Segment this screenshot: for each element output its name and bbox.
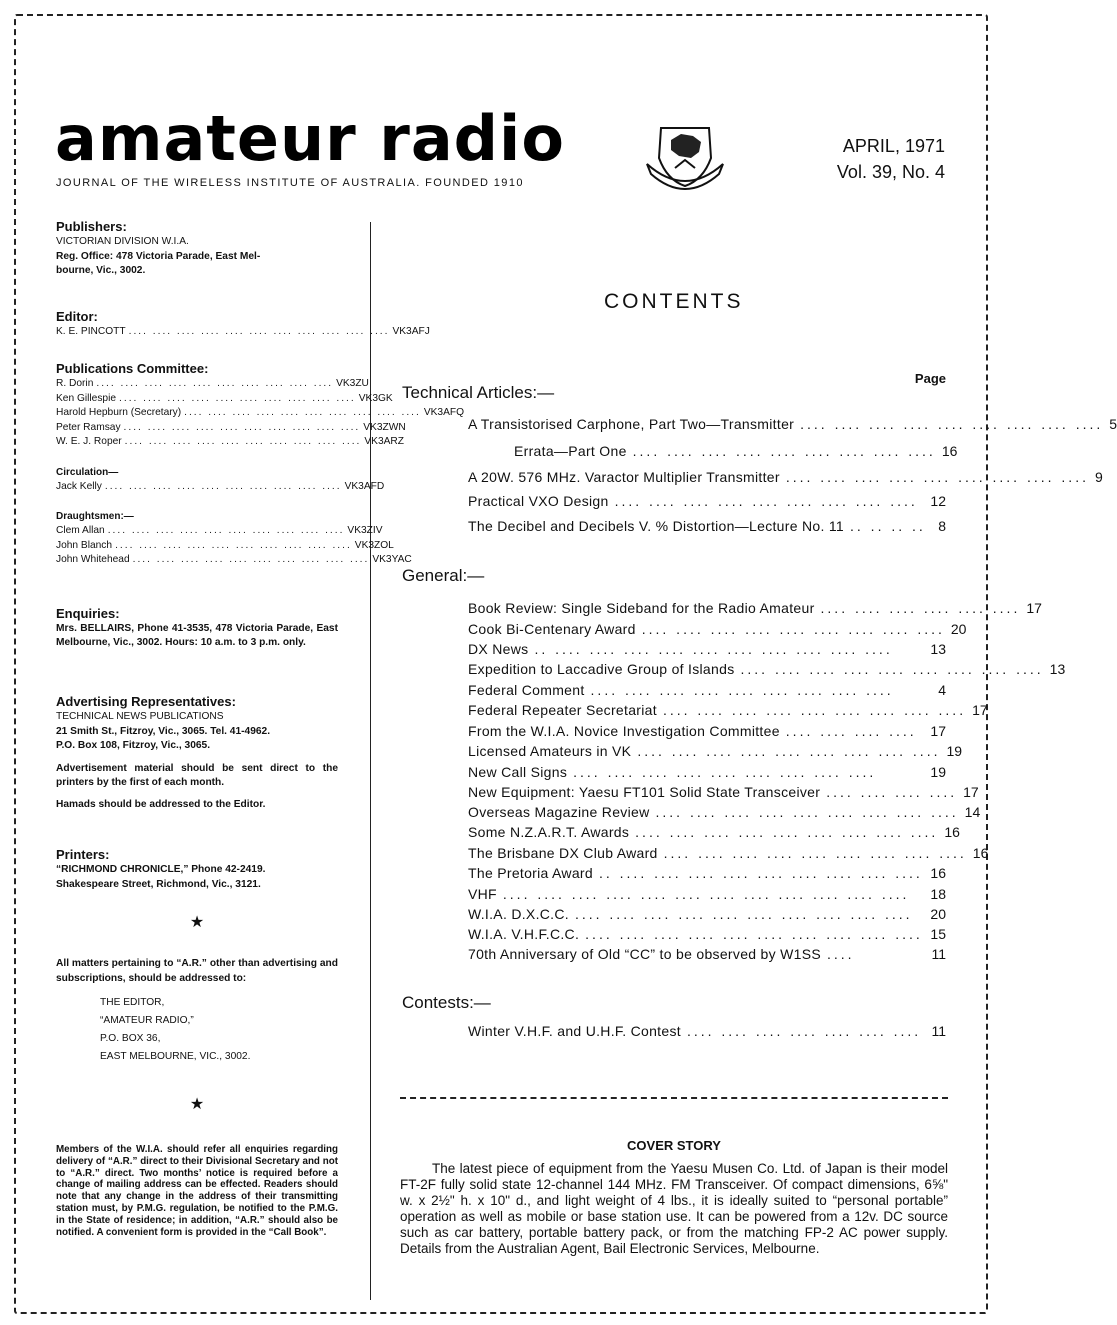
staff-name: Harold Hepburn (Secretary) bbox=[56, 407, 182, 418]
entry-title: New Call Signs bbox=[468, 764, 568, 780]
staff-row: R. Dorin .... .... .... .... .... .... .... .... .... .... VK3ZU bbox=[56, 377, 338, 392]
contents-entry[interactable]: New Equipment: Yaesu FT101 Solid State Transceiver .... .... .... .... 17 bbox=[468, 784, 979, 800]
entry-title: The Decibel and Decibels V. % Distortion—Lecture No. 11 bbox=[468, 518, 845, 534]
entry-title: Cook Bi-Centenary Award bbox=[468, 621, 636, 637]
printers-line: Shakespeare Street, Richmond, Vic., 3121. bbox=[56, 878, 261, 890]
entry-page: 16 bbox=[941, 443, 958, 459]
entry-title: 70th Anniversary of Old “CC” to be observed by W1SS bbox=[468, 946, 822, 962]
cover-story-rule bbox=[400, 1097, 948, 1099]
circulation-block bbox=[56, 466, 385, 495]
entry-page: 9 bbox=[1094, 469, 1103, 485]
entry-page: 12 bbox=[930, 493, 946, 509]
advertising-line: 21 Smith St., Fitzroy, Vic., 3065. Tel. 41-4962. bbox=[56, 725, 271, 737]
enquiries-block bbox=[56, 605, 338, 650]
separator-star: ★ bbox=[189, 914, 205, 931]
contents-entry[interactable]: New Call Signs .... .... .... .... .... .... .... .... .... 19 bbox=[468, 764, 946, 780]
staff-row: Jack Kelly .... .... .... .... .... .... .... .... .... .... VK3AFD bbox=[56, 480, 338, 495]
contents-entry[interactable]: Cook Bi-Centenary Award .... .... .... .... .... .... .... .... .... 20 bbox=[468, 621, 967, 637]
masthead-subtitle: JOURNAL OF THE WIRELESS INSTITUTE OF AUSTRALIA. FOUNDED 1910 bbox=[56, 177, 524, 189]
page-column-header: Page bbox=[914, 371, 946, 386]
staff-row: Clem Allan .... .... .... .... .... .... .... .... .... .... VK3ZIV bbox=[56, 524, 338, 539]
entry-page: 16 bbox=[972, 845, 989, 861]
contents-entry[interactable]: Winter V.H.F. and U.H.F. Contest .... .... .... .... .... .... .... 11 bbox=[468, 1023, 946, 1039]
printers-heading: Printers: bbox=[56, 847, 110, 862]
staff-name: John Whitehead bbox=[56, 554, 130, 565]
contents-entry[interactable]: Federal Repeater Secretariat .... .... .... .... .... .... .... .... .... 17 bbox=[468, 702, 988, 718]
contents-entry[interactable]: Expedition to Laccadive Group of Islands .... .... .... .... .... .... .... .... .... 13 bbox=[468, 661, 1066, 677]
entry-title: The Brisbane DX Club Award bbox=[468, 845, 658, 861]
staff-callsign: VK3AFJ bbox=[392, 326, 430, 337]
cover-story-text: The latest piece of equipment from the Yaesu Musen Co. Ltd. of Japan is their model FT-2F fully solid state 12-channel 144 MHz. FM Transceiver. Of compact dimensions, 6⅝" w. x 2½" h. x 10" d., and light weight of 4 lbs., it is ideally suited to “personal portable” operation as well as mobile or base station use. It can be powered from a 12v. DC source such as car battery, portable battery pack, or from the matching FP-2 AC power supply. Details from the Australian Agent, Bail Electronic Services, Melbourne. bbox=[400, 1161, 948, 1256]
staff-name: Jack Kelly bbox=[56, 481, 102, 492]
contents-entry[interactable]: W.I.A. V.H.F.C.C. .... .... .... .... .... .... .... .... .... .... 15 bbox=[468, 926, 946, 942]
entry-page: 19 bbox=[930, 764, 946, 780]
staff-row: Peter Ramsay .... .... .... .... .... .... .... .... .... .... VK3ZWN bbox=[56, 421, 338, 436]
contents-entry[interactable]: The Brisbane DX Club Award .... .... .... .... .... .... .... .... .... 16 bbox=[468, 845, 989, 861]
entry-page: 16 bbox=[944, 824, 960, 840]
staff-callsign: VK3ZOL bbox=[354, 539, 394, 551]
staff-callsign: VK3YAC bbox=[372, 554, 412, 565]
entry-page: 18 bbox=[930, 886, 946, 902]
contents-entry[interactable]: DX News .. .... .... .... .... .... .... .... .... .... .... 13 bbox=[468, 641, 946, 657]
wia-emblem-icon bbox=[641, 118, 729, 196]
staff-row: Harold Hepburn (Secretary) .... .... .... .... .... .... .... .... .... .... VK3AFQ bbox=[56, 406, 338, 421]
circulation-heading: Circulation— bbox=[56, 467, 119, 478]
editor-heading: Editor: bbox=[56, 309, 98, 324]
entry-title: Practical VXO Design bbox=[468, 493, 609, 509]
contents-title: CONTENTS bbox=[604, 290, 744, 313]
contents-entry[interactable]: Federal Comment .... .... .... .... .... .... .... .... .... 4 bbox=[468, 682, 946, 698]
entry-title: The Pretoria Award bbox=[468, 865, 593, 881]
entry-page: 20 bbox=[950, 621, 967, 637]
entry-title: Overseas Magazine Review bbox=[468, 804, 650, 820]
issue-info bbox=[837, 133, 945, 185]
entry-title: W.I.A. D.X.C.C. bbox=[468, 906, 569, 922]
entry-page: 8 bbox=[938, 518, 946, 534]
editor-address bbox=[56, 994, 338, 1066]
enquiries-heading: Enquiries: bbox=[56, 606, 120, 621]
entry-title: A 20W. 576 MHz. Varactor Multiplier Transmitter bbox=[468, 469, 780, 485]
staff-callsign: VK3ZU bbox=[336, 378, 369, 389]
entry-page: 17 bbox=[1026, 600, 1042, 616]
staff-name: K. E. PINCOTT bbox=[56, 326, 126, 337]
entry-title: Federal Comment bbox=[468, 682, 585, 698]
draughtsmen-heading: Draughtsmen:— bbox=[56, 511, 134, 522]
issue-volume: Vol. 39, No. 4 bbox=[836, 162, 945, 182]
members-note: Members of the W.I.A. should refer all enquiries regarding delivery of “A.R.” direct to their Divisional Secretary and not to “A.R.” direct. Two months’ notice is required before a change of mailing address can be effected. Readers should note that any change in the address of their transmitting station must, by P.M.G. regulation, be notified to the P.M.G. in the State of residence; in addition, “A.R.” should also be notified. A convenient form is provided in the “Call Book”. bbox=[56, 1144, 338, 1238]
entry-title: New Equipment: Yaesu FT101 Solid State Transceiver bbox=[468, 784, 821, 800]
members-note-block bbox=[56, 1144, 338, 1238]
entry-title: A Transistorised Carphone, Part Two—Transmitter bbox=[468, 416, 795, 432]
address-line: P.O. BOX 36, bbox=[100, 1033, 161, 1044]
staff-callsign: VK3AFQ bbox=[423, 407, 465, 418]
entry-page: 19 bbox=[946, 743, 963, 759]
entry-page: 11 bbox=[931, 946, 946, 962]
advertising-line: P.O. Box 108, Fitzroy, Vic., 3065. bbox=[56, 740, 211, 751]
contents-entry[interactable]: Some N.Z.A.R.T. Awards .... .... .... .... .... .... .... .... .... 16 bbox=[468, 824, 960, 840]
entry-page: 14 bbox=[964, 804, 981, 820]
entry-title: Licensed Amateurs in VK bbox=[468, 743, 632, 759]
entry-title: Expedition to Laccadive Group of Islands bbox=[468, 661, 735, 677]
advertising-block bbox=[56, 693, 338, 812]
publishers-line: VICTORIAN DIVISION W.I.A. bbox=[56, 236, 189, 247]
advertising-note: Advertisement material should be sent direct to the printers by the first of each month. bbox=[56, 762, 338, 788]
entry-page: 17 bbox=[972, 702, 988, 718]
contents-entry[interactable]: Overseas Magazine Review .... .... .... .... .... .... .... .... .... 14 bbox=[468, 804, 981, 820]
staff-row: W. E. J. Roper .... .... .... .... .... .... .... .... .... .... VK3ARZ bbox=[56, 435, 338, 450]
column-divider bbox=[370, 222, 371, 1300]
entry-page: 5 bbox=[1109, 416, 1117, 432]
staff-name: Peter Ramsay bbox=[56, 421, 121, 433]
staff-callsign: VK3GK bbox=[358, 392, 393, 404]
staff-callsign: VK3ARZ bbox=[364, 436, 405, 447]
contents-entry[interactable]: VHF .... .... .... .... .... .... .... .... .... .... .... .... 18 bbox=[468, 886, 946, 902]
publishers-line: bourne, Vic., 3002. bbox=[56, 265, 146, 276]
section-heading-contests: Contests:— bbox=[402, 993, 491, 1012]
entry-title: Book Review: Single Sideband for the Radio Amateur bbox=[468, 600, 815, 616]
entry-title: W.I.A. V.H.F.C.C. bbox=[468, 926, 580, 942]
entry-title: DX News bbox=[468, 641, 529, 657]
entry-page: 16 bbox=[930, 865, 946, 881]
staff-callsign: VK3AFD bbox=[344, 481, 385, 492]
entry-page: 20 bbox=[930, 906, 946, 922]
contents-entry[interactable]: Practical VXO Design .... .... .... .... .... .... .... .... .... 12 bbox=[468, 493, 946, 509]
entry-page: 17 bbox=[930, 723, 946, 739]
contents-entry[interactable]: Book Review: Single Sideband for the Radio Amateur .... .... .... .... .... .... 17 bbox=[468, 600, 1042, 616]
printers-block bbox=[56, 846, 338, 892]
hamads-note: Hamads should be addressed to the Editor. bbox=[56, 798, 266, 810]
entry-title: VHF bbox=[468, 886, 497, 902]
advertising-line: TECHNICAL NEWS PUBLICATIONS bbox=[56, 711, 224, 722]
contents-entry[interactable]: The Decibel and Decibels V. % Distortion—Lecture No. 11 .. .. .. .. 8 bbox=[468, 518, 946, 534]
matters-text: All matters pertaining to “A.R.” other than advertising and subscriptions, should be addressed to: bbox=[56, 958, 338, 984]
masthead-title: amateur radio bbox=[55, 102, 565, 175]
staff-name: R. Dorin bbox=[56, 378, 94, 389]
contents-entry[interactable]: A Transistorised Carphone, Part Two—Transmitter .... .... .... .... .... .... .... .... .... 5 bbox=[468, 416, 1117, 432]
entry-page: 17 bbox=[963, 784, 979, 800]
matters-block bbox=[56, 956, 338, 1066]
section-heading-general: General:— bbox=[402, 566, 485, 585]
entry-title: Errata—Part One bbox=[514, 443, 627, 459]
staff-row: K. E. PINCOTT .... .... .... .... .... .... .... .... .... .... .... VK3AFJ bbox=[56, 325, 338, 340]
contents-entry[interactable]: Licensed Amateurs in VK .... .... .... .... .... .... .... .... .... 19 bbox=[468, 743, 963, 759]
address-line: EAST MELBOURNE, VIC., 3002. bbox=[100, 1051, 251, 1062]
contents-entry[interactable]: 70th Anniversary of Old “CC” to be observed by W1SS .... 11 bbox=[468, 946, 946, 962]
printers-line: “RICHMOND CHRONICLE,” Phone 42-2419. bbox=[56, 864, 266, 875]
address-line: “AMATEUR RADIO,” bbox=[100, 1015, 194, 1026]
separator-star: ★ bbox=[189, 1096, 205, 1113]
cover-story-heading: COVER STORY bbox=[627, 1138, 721, 1153]
entry-page: 4 bbox=[938, 682, 946, 698]
contents-entry[interactable]: The Pretoria Award .. .... .... .... .... .... .... .... .... .... 16 bbox=[468, 865, 946, 881]
draughtsmen-block bbox=[56, 510, 412, 568]
staff-callsign: VK3ZIV bbox=[347, 525, 383, 536]
issue-date: APRIL, 1971 bbox=[842, 136, 945, 156]
committee-heading: Publications Committee: bbox=[56, 361, 209, 376]
section-heading-technical: Technical Articles:— bbox=[402, 383, 555, 402]
contents-entry[interactable]: A 20W. 576 MHz. Varactor Multiplier Transmitter .... .... .... .... .... .... .... .... .... 9 bbox=[468, 469, 1103, 485]
entry-title: Federal Repeater Secretariat bbox=[468, 702, 657, 718]
entry-title: Winter V.H.F. and U.H.F. Contest bbox=[468, 1023, 681, 1039]
editor-block bbox=[56, 308, 430, 340]
staff-row: John Blanch .... .... .... .... .... .... .... .... .... .... VK3ZOL bbox=[56, 539, 338, 554]
staff-row: John Whitehead .... .... .... .... .... .... .... .... .... .... VK3YAC bbox=[56, 553, 338, 568]
contents-entry[interactable]: W.I.A. D.X.C.C. .... .... .... .... .... .... .... .... .... .... 20 bbox=[468, 906, 946, 922]
entry-page: 13 bbox=[930, 641, 946, 657]
contents-entry[interactable]: From the W.I.A. Novice Investigation Committee .... .... .... .... 17 bbox=[468, 723, 946, 739]
entry-page: 11 bbox=[931, 1023, 946, 1039]
committee-block bbox=[56, 360, 465, 450]
publishers-heading: Publishers: bbox=[56, 219, 127, 234]
publishers-block bbox=[56, 218, 338, 279]
staff-name: W. E. J. Roper bbox=[56, 436, 122, 447]
staff-name: Clem Allan bbox=[56, 525, 105, 536]
entry-page: 13 bbox=[1049, 661, 1066, 677]
enquiries-text: Mrs. BELLAIRS, Phone 41-3535, 478 Victoria Parade, East Melbourne, Vic., 3002. Hours: 10 a.m. to 3 p.m. only. bbox=[56, 623, 338, 648]
entry-title: Some N.Z.A.R.T. Awards bbox=[468, 824, 630, 840]
advertising-heading: Advertising Representatives: bbox=[56, 694, 236, 709]
staff-name: Ken Gillespie bbox=[56, 392, 117, 404]
contents-entry[interactable]: Errata—Part One .... .... .... .... .... .... .... .... .... 16 bbox=[514, 443, 958, 459]
staff-callsign: VK3ZWN bbox=[363, 421, 406, 433]
staff-row: Ken Gillespie .... .... .... .... .... .... .... .... .... .... VK3GK bbox=[56, 392, 338, 407]
publishers-line: Reg. Office: 478 Victoria Parade, East Mel- bbox=[56, 250, 261, 262]
staff-name: John Blanch bbox=[56, 539, 113, 551]
address-line: THE EDITOR, bbox=[100, 997, 165, 1008]
entry-title: From the W.I.A. Novice Investigation Committee bbox=[468, 723, 780, 739]
entry-page: 15 bbox=[930, 926, 946, 942]
